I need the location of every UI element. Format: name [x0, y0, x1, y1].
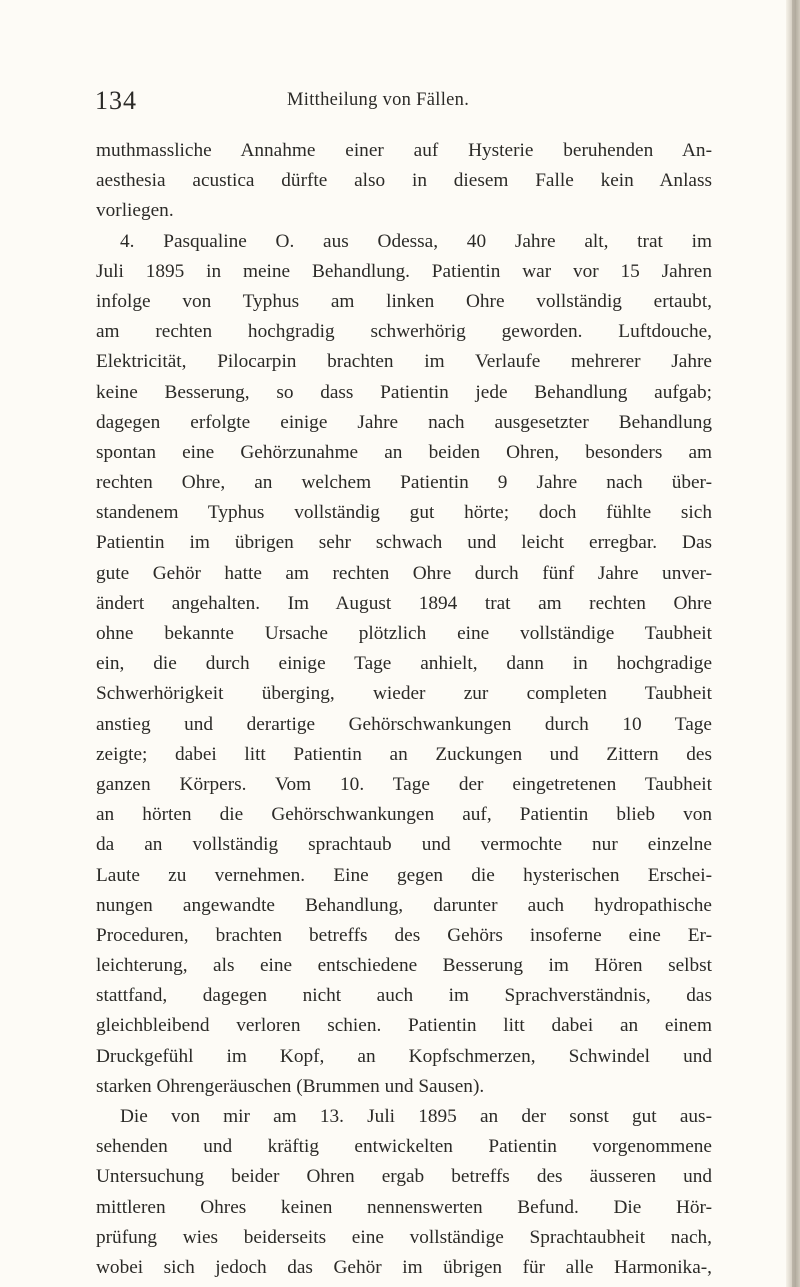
text-line: mittleren Ohres keinen nennenswerten Befund. Die Hör- [96, 1196, 712, 1218]
text-line: ganzen Körpers. Vom 10. Tage der eingetretenen Taubheit [96, 773, 712, 795]
text-line: vorliegen. [96, 200, 174, 222]
text-line: leichterung, als eine entschiedene Besserung im Hören selbst [96, 955, 712, 977]
page-number: 134 [95, 86, 137, 115]
text-line: infolge von Typhus am linken Ohre vollständig ertaubt, [96, 290, 712, 312]
text-line: starken Ohrengeräuschen (Brummen und Sausen). [96, 1075, 485, 1097]
text-line: ein, die durch einige Tage anhielt, dann in hochgradige [96, 653, 712, 675]
running-title: Mittheilung von Fällen. [287, 90, 470, 110]
text-line: nungen angewandte Behandlung, darunter auch hydropathische [96, 894, 712, 916]
text-line: Untersuchung beider Ohren ergab betreffs des äusseren und [96, 1166, 712, 1188]
text-line: muthmassliche Annahme einer auf Hysterie beruhenden An- [96, 140, 712, 161]
text-line: Elektricität, Pilocarpin brachten im Verlaufe mehrerer Jahre [96, 351, 712, 373]
text-line: Proceduren, brachten betreffs des Gehörs insoferne eine Er- [96, 924, 712, 946]
text-line: keine Besserung, so dass Patientin jede Behandlung aufgab; [96, 381, 712, 403]
text-line: gleichbleibend verloren schien. Patientin litt dabei an einem [96, 1015, 712, 1037]
text-line: stattfand, dagegen nicht auch im Sprachverständnis, das [96, 985, 712, 1007]
text-line: wobei sich jedoch das Gehör im übrigen für alle Harmonika-, [96, 1256, 712, 1278]
text-line: ohne bekannte Ursache plötzlich eine vollständige Taubheit [96, 623, 712, 644]
text-line: spontan eine Gehörzunahme an beiden Ohren, besonders am [96, 441, 712, 463]
body-text [96, 136, 712, 1283]
text-line: aesthesia acustica dürfte also in diesem Falle kein Anlass [96, 170, 712, 192]
text-line: an hörten die Gehörschwankungen auf, Patientin blieb von [96, 804, 712, 826]
text-line: 4. Pasqualine O. aus Odessa, 40 Jahre alt, trat im [120, 230, 712, 252]
text-line: Die von mir am 13. Juli 1895 an der sonst gut aus- [120, 1106, 712, 1127]
text-line: dagegen erfolgte einige Jahre nach ausgesetzter Behandlung [96, 411, 712, 433]
text-line: Druckgefühl im Kopf, an Kopfschmerzen, Schwindel und [96, 1045, 712, 1067]
text-line: Juli 1895 in meine Behandlung. Patientin war vor 15 Jahren [96, 260, 712, 282]
text-line: da an vollständig sprachtaub und vermochte nur einzelne [96, 834, 712, 856]
text-line: Schwerhörigkeit überging, wieder zur completen Taubheit [96, 683, 712, 705]
page-edge-binding [792, 0, 796, 1287]
text-line: rechten Ohre, an welchem Patientin 9 Jahre nach über- [96, 472, 712, 494]
text-line: anstieg und derartige Gehörschwankungen durch 10 Tage [96, 713, 712, 735]
text-line: am rechten hochgradig schwerhörig geworden. Luftdouche, [96, 321, 712, 343]
text-line: gute Gehör hatte am rechten Ohre durch fünf Jahre unver- [96, 562, 712, 584]
text-line: standenem Typhus vollständig gut hörte; doch fühlte sich [96, 502, 712, 524]
text-line: Patientin im übrigen sehr schwach und leicht erregbar. Das [96, 532, 712, 554]
text-line: Laute zu vernehmen. Eine gegen die hysterischen Erschei- [96, 864, 712, 886]
text-line: zeigte; dabei litt Patientin an Zuckungen und Zittern des [96, 743, 712, 765]
text-line: prüfung wies beiderseits eine vollständige Sprachtaubheit nach, [96, 1226, 712, 1248]
text-line: sehenden und kräftig entwickelten Patientin vorgenommene [96, 1136, 712, 1158]
text-line: ändert angehalten. Im August 1894 trat am rechten Ohre [96, 592, 712, 614]
